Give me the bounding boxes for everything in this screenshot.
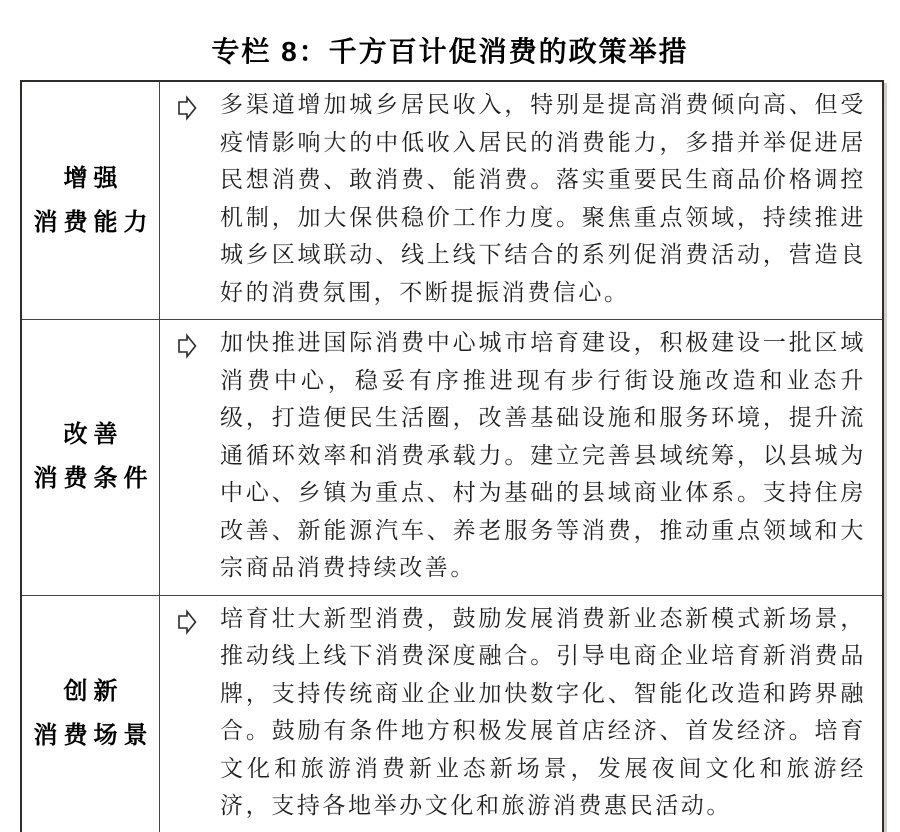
policy-text: 加快推进国际消费中心城市培育建设，积极建设一批区域消费中心，稳妥有序推进现有步行街设施改造和业态升级，打造便民生活圈，改善基础设施和服务环境，提升流通循环效率和消费承载力。建立完善县域统筹，以县城为中心、乡镇为重点、村为基础的县域商业体系。支持住房改善、新能源汽车、养老服务等消费，推动重点领域和大宗商品消费持续改善。 (220, 330, 866, 580)
table-row-improve-conditions (22, 319, 882, 595)
right-arrow-icon (176, 333, 198, 359)
right-arrow-icon (176, 609, 198, 635)
row-label-line1: 增强 (63, 164, 124, 192)
row-content-enhance-capacity (160, 82, 882, 319)
row-label-line1: 创新 (63, 678, 124, 705)
policy-table (20, 80, 884, 832)
right-arrow-icon (176, 95, 198, 121)
table-row-enhance-capacity (22, 82, 882, 319)
row-label-improve-conditions (22, 320, 160, 595)
row-label-line2: 消费条件 (33, 465, 154, 493)
row-label-enhance-capacity (22, 82, 160, 319)
policy-text: 多渠道增加城乡居民收入，特别是提高消费倾向高、但受疫情影响大的中低收入居民的消费能力，多措并举促进居民想消费、敢消费、能消费。落实重要民生商品价格调控机制，加大保供稳价工作力度。聚焦重点领域，持续推进城乡区域联动、线上线下结合的系列促消费活动，营造良好的消费氛围，不断提振消费信心。 (220, 92, 866, 305)
row-label-line2: 消费场景 (33, 722, 154, 749)
row-content-innovate-scenarios (160, 596, 882, 832)
row-label-innovate-scenarios (22, 596, 160, 832)
policy-text: 培育壮大新型消费，鼓励发展消费新业态新模式新场景，推动线上线下消费深度融合。引导电商企业培育新消费品牌，支持传统商业企业加快数字化、智能化改造和跨界融合。鼓励有条件地方积极发展首店经济、首发经济。培育文化和旅游消费新业态新场景，发展夜间文化和旅游经济，支持各地举办文化和旅游消费惠民活动。 (220, 605, 866, 818)
row-label-line2: 消费能力 (33, 208, 154, 236)
row-label-line1: 改善 (63, 421, 124, 449)
row-content-improve-conditions (160, 320, 882, 595)
page-title: 专栏 8：千方百计促消费的政策举措 (211, 36, 689, 67)
table-row-innovate-scenarios (22, 595, 882, 832)
